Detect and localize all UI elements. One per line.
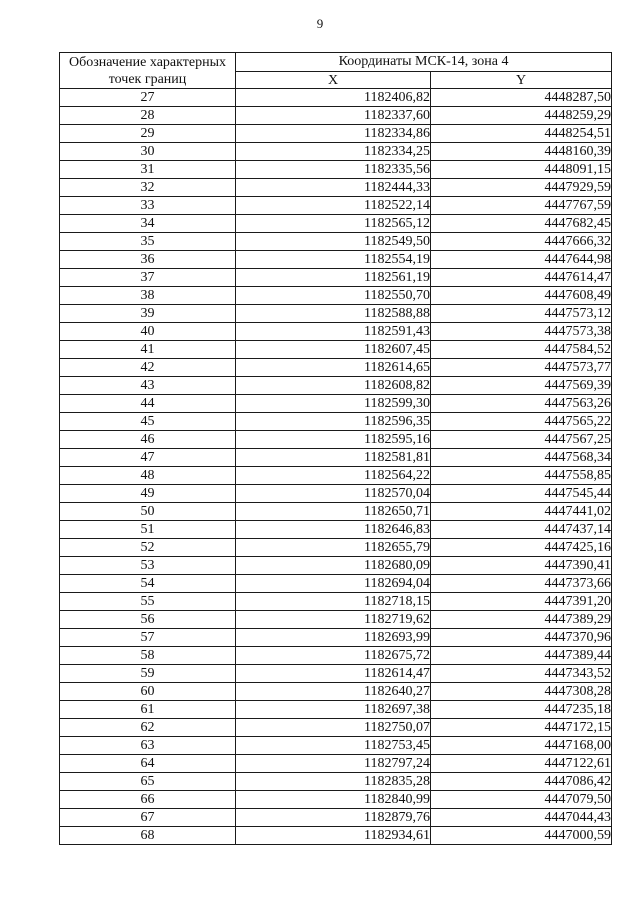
y-coordinate-cell: 4447370,96 [431, 629, 612, 647]
y-coordinate-cell: 4447545,44 [431, 485, 612, 503]
y-coordinate-cell: 4447565,22 [431, 413, 612, 431]
table-row [60, 701, 612, 719]
table-row [60, 521, 612, 539]
x-coordinate-cell: 1182581,81 [236, 449, 431, 467]
point-number-cell: 28 [60, 107, 236, 125]
table-row [60, 755, 612, 773]
table-row [60, 89, 612, 107]
y-coordinate-cell: 4447682,45 [431, 215, 612, 233]
point-number-cell: 30 [60, 143, 236, 161]
x-coordinate-cell: 1182549,50 [236, 233, 431, 251]
table-row [60, 485, 612, 503]
y-coordinate-cell: 4447079,50 [431, 791, 612, 809]
page-number: 9 [316, 16, 324, 31]
point-number-cell: 46 [60, 431, 236, 449]
y-coordinate-cell: 4447614,47 [431, 269, 612, 287]
y-coordinate-cell: 4447389,29 [431, 611, 612, 629]
x-coordinate-cell: 1182599,30 [236, 395, 431, 413]
point-number-cell: 53 [60, 557, 236, 575]
x-coordinate-cell: 1182588,88 [236, 305, 431, 323]
table-row [60, 179, 612, 197]
point-number-cell: 45 [60, 413, 236, 431]
table-row [60, 791, 612, 809]
x-coordinate-cell: 1182640,27 [236, 683, 431, 701]
point-number-cell: 48 [60, 467, 236, 485]
x-coordinate-cell: 1182607,45 [236, 341, 431, 359]
table-row [60, 395, 612, 413]
x-coordinate-cell: 1182334,25 [236, 143, 431, 161]
y-coordinate-cell: 4447000,59 [431, 827, 612, 845]
table-row [60, 773, 612, 791]
header-x: X [236, 72, 431, 89]
point-number-cell: 63 [60, 737, 236, 755]
x-coordinate-cell: 1182718,15 [236, 593, 431, 611]
table-header-row [60, 53, 612, 72]
point-number-cell: 44 [60, 395, 236, 413]
table-row [60, 809, 612, 827]
point-number-cell: 34 [60, 215, 236, 233]
point-number-cell: 36 [60, 251, 236, 269]
point-number-cell: 35 [60, 233, 236, 251]
point-number-cell: 31 [60, 161, 236, 179]
y-coordinate-cell: 4447767,59 [431, 197, 612, 215]
y-coordinate-cell: 4447390,41 [431, 557, 612, 575]
point-number-cell: 38 [60, 287, 236, 305]
table-row [60, 125, 612, 143]
x-coordinate-cell: 1182753,45 [236, 737, 431, 755]
coordinates-table [59, 52, 612, 845]
table-row [60, 827, 612, 845]
table-row [60, 575, 612, 593]
point-number-cell: 62 [60, 719, 236, 737]
y-coordinate-cell: 4447567,25 [431, 431, 612, 449]
y-coordinate-cell: 4447666,32 [431, 233, 612, 251]
y-coordinate-cell: 4447644,98 [431, 251, 612, 269]
point-number-cell: 61 [60, 701, 236, 719]
x-coordinate-cell: 1182550,70 [236, 287, 431, 305]
x-coordinate-cell: 1182591,43 [236, 323, 431, 341]
y-coordinate-cell: 4447608,49 [431, 287, 612, 305]
table-row [60, 287, 612, 305]
y-coordinate-cell: 4447569,39 [431, 377, 612, 395]
table-row [60, 143, 612, 161]
point-number-cell: 39 [60, 305, 236, 323]
point-number-cell: 50 [60, 503, 236, 521]
x-coordinate-cell: 1182840,99 [236, 791, 431, 809]
table-row [60, 665, 612, 683]
y-coordinate-cell: 4447086,42 [431, 773, 612, 791]
header-y: Y [431, 72, 612, 89]
point-number-cell: 42 [60, 359, 236, 377]
x-coordinate-cell: 1182565,12 [236, 215, 431, 233]
y-coordinate-cell: 4447044,43 [431, 809, 612, 827]
table-row [60, 467, 612, 485]
point-number-cell: 59 [60, 665, 236, 683]
x-coordinate-cell: 1182719,62 [236, 611, 431, 629]
table-row [60, 719, 612, 737]
x-coordinate-cell: 1182797,24 [236, 755, 431, 773]
table-row [60, 359, 612, 377]
y-coordinate-cell: 4447172,15 [431, 719, 612, 737]
table-row [60, 269, 612, 287]
x-coordinate-cell: 1182561,19 [236, 269, 431, 287]
x-coordinate-cell: 1182335,56 [236, 161, 431, 179]
x-coordinate-cell: 1182750,07 [236, 719, 431, 737]
x-coordinate-cell: 1182608,82 [236, 377, 431, 395]
y-coordinate-cell: 4447558,85 [431, 467, 612, 485]
y-coordinate-cell: 4447425,16 [431, 539, 612, 557]
x-coordinate-cell: 1182694,04 [236, 575, 431, 593]
x-coordinate-cell: 1182646,83 [236, 521, 431, 539]
table-row [60, 431, 612, 449]
y-coordinate-cell: 4447391,20 [431, 593, 612, 611]
point-number-cell: 52 [60, 539, 236, 557]
x-coordinate-cell: 1182614,47 [236, 665, 431, 683]
y-coordinate-cell: 4448254,51 [431, 125, 612, 143]
point-number-cell: 65 [60, 773, 236, 791]
point-number-cell: 51 [60, 521, 236, 539]
table-row [60, 737, 612, 755]
table-row [60, 413, 612, 431]
y-coordinate-cell: 4447441,02 [431, 503, 612, 521]
y-coordinate-cell: 4447573,77 [431, 359, 612, 377]
x-coordinate-cell: 1182406,82 [236, 89, 431, 107]
point-number-cell: 57 [60, 629, 236, 647]
point-number-cell: 32 [60, 179, 236, 197]
x-coordinate-cell: 1182879,76 [236, 809, 431, 827]
point-number-cell: 33 [60, 197, 236, 215]
point-number-cell: 56 [60, 611, 236, 629]
point-number-cell: 37 [60, 269, 236, 287]
point-number-cell: 67 [60, 809, 236, 827]
y-coordinate-cell: 4447437,14 [431, 521, 612, 539]
x-coordinate-cell: 1182680,09 [236, 557, 431, 575]
table-row [60, 107, 612, 125]
y-coordinate-cell: 4447563,26 [431, 395, 612, 413]
y-coordinate-cell: 4447308,28 [431, 683, 612, 701]
x-coordinate-cell: 1182554,19 [236, 251, 431, 269]
header-point-designation: Обозначение характерных точек границ [60, 53, 236, 89]
point-number-cell: 54 [60, 575, 236, 593]
y-coordinate-cell: 4448160,39 [431, 143, 612, 161]
point-number-cell: 27 [60, 89, 236, 107]
y-coordinate-cell: 4447343,52 [431, 665, 612, 683]
table-row [60, 683, 612, 701]
table-row [60, 593, 612, 611]
y-coordinate-cell: 4447235,18 [431, 701, 612, 719]
x-coordinate-cell: 1182693,99 [236, 629, 431, 647]
table-row [60, 611, 612, 629]
x-coordinate-cell: 1182697,38 [236, 701, 431, 719]
x-coordinate-cell: 1182444,33 [236, 179, 431, 197]
table-row [60, 341, 612, 359]
x-coordinate-cell: 1182564,22 [236, 467, 431, 485]
x-coordinate-cell: 1182570,04 [236, 485, 431, 503]
x-coordinate-cell: 1182596,35 [236, 413, 431, 431]
header-coordinates-system: Координаты МСК-14, зона 4 [236, 53, 612, 72]
table-row [60, 539, 612, 557]
x-coordinate-cell: 1182595,16 [236, 431, 431, 449]
table-body [60, 89, 612, 845]
y-coordinate-cell: 4447573,38 [431, 323, 612, 341]
point-number-cell: 68 [60, 827, 236, 845]
point-number-cell: 40 [60, 323, 236, 341]
y-coordinate-cell: 4447373,66 [431, 575, 612, 593]
y-coordinate-cell: 4448287,50 [431, 89, 612, 107]
table-row [60, 377, 612, 395]
table-row [60, 629, 612, 647]
point-number-cell: 55 [60, 593, 236, 611]
y-coordinate-cell: 4448259,29 [431, 107, 612, 125]
table-row [60, 215, 612, 233]
table-row [60, 197, 612, 215]
point-number-cell: 41 [60, 341, 236, 359]
point-number-cell: 58 [60, 647, 236, 665]
table-row [60, 449, 612, 467]
table-row [60, 161, 612, 179]
table-row [60, 323, 612, 341]
point-number-cell: 43 [60, 377, 236, 395]
y-coordinate-cell: 4447568,34 [431, 449, 612, 467]
x-coordinate-cell: 1182334,86 [236, 125, 431, 143]
table-row [60, 503, 612, 521]
y-coordinate-cell: 4447573,12 [431, 305, 612, 323]
x-coordinate-cell: 1182650,71 [236, 503, 431, 521]
point-number-cell: 49 [60, 485, 236, 503]
y-coordinate-cell: 4447929,59 [431, 179, 612, 197]
table-row [60, 233, 612, 251]
table-row [60, 251, 612, 269]
x-coordinate-cell: 1182655,79 [236, 539, 431, 557]
x-coordinate-cell: 1182675,72 [236, 647, 431, 665]
y-coordinate-cell: 4447389,44 [431, 647, 612, 665]
x-coordinate-cell: 1182337,60 [236, 107, 431, 125]
point-number-cell: 66 [60, 791, 236, 809]
point-number-cell: 29 [60, 125, 236, 143]
y-coordinate-cell: 4447122,61 [431, 755, 612, 773]
x-coordinate-cell: 1182614,65 [236, 359, 431, 377]
point-number-cell: 47 [60, 449, 236, 467]
x-coordinate-cell: 1182522,14 [236, 197, 431, 215]
y-coordinate-cell: 4447168,00 [431, 737, 612, 755]
point-number-cell: 64 [60, 755, 236, 773]
x-coordinate-cell: 1182835,28 [236, 773, 431, 791]
x-coordinate-cell: 1182934,61 [236, 827, 431, 845]
y-coordinate-cell: 4447584,52 [431, 341, 612, 359]
y-coordinate-cell: 4448091,15 [431, 161, 612, 179]
table-row [60, 557, 612, 575]
point-number-cell: 60 [60, 683, 236, 701]
table-row [60, 305, 612, 323]
table-row [60, 647, 612, 665]
